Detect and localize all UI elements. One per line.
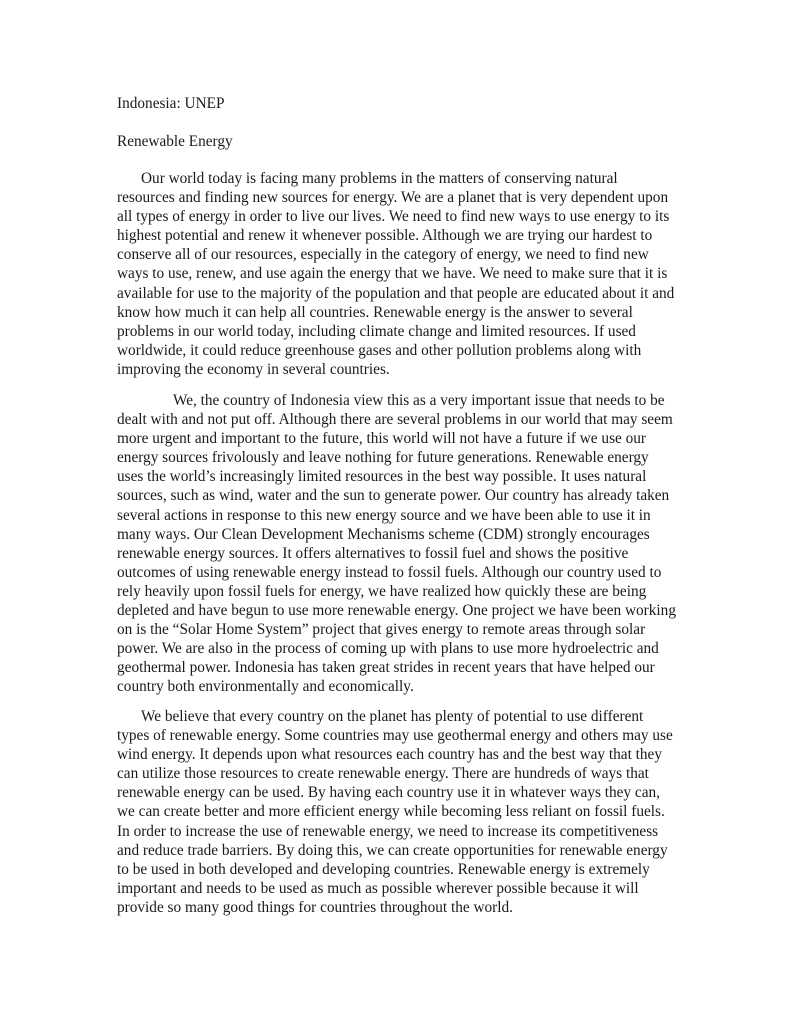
paragraph-3: We believe that every country on the planet has plenty of potential to use different types of renewable energy. Some countries may use geothermal energy and others may use wind energy. It depends upon what resources each country has and the best way that they can utilize those resources to create renewable energy. There are hundreds of ways that renewable energy can be used. By having each country use it in whatever ways they can, we can create better and more efficient energy while becoming less reliant on fossil fuels. In order to increase the use of renewable energy, we need to increase its competitiveness and reduce trade barriers. By doing this, we can create opportunities for renewable energy to be used in both developed and developing countries. Renewable energy is extremely important and needs to be used as much as possible wherever possible because it will provide so many good things for countries throughout the world. [117, 708, 673, 916]
paragraph-2: We, the country of Indonesia view this as a very important issue that needs to be dealt with and not put off. Although there are several problems in our world that may seem more urgent and important to the future, this world will not have a future if we use our energy sources frivolously and leave nothing for future generations. Renewable energy uses the world’s increasingly limited resources in the best way possible. It uses natural sources, such as wind, water and the sun to generate power. Our country has already taken several actions in response to this new energy source and we have been able to use it in many ways. Our Clean Development Mechanisms scheme (CDM) strongly encourages renewable energy sources. It offers alternatives to fossil fuel and shows the positive outcomes of using renewable energy instead to fossil fuels. Although our country used to rely heavily upon fossil fuels for energy, we have realized how quickly these are being depleted and have begun to use more renewable energy. One project we have been working on is the “Solar Home System” project that gives energy to remote areas through solar power. We are also in the process of coming up with plans to use more hydroelectric and geothermal power. Indonesia has taken great strides in recent years that have helped our country both environmentally and economically. [117, 392, 676, 696]
paragraph-1: Our world today is facing many problems in the matters of conserving natural resources and finding new sources for energy. We are a planet that is very dependent upon all types of energy in order to live our lives. We need to find new ways to use energy to its highest potential and renew it whenever possible. Although we are trying our hardest to conserve all of our resources, especially in the category of energy, we need to find new ways to use, renew, and use again the energy that we have. We need to make sure that it is available for use to the majority of the population and that people are educated about it and know how much it can help all countries. Renewable energy is the answer to several problems in our world today, including climate change and limited resources. If used worldwide, it could reduce greenhouse gases and other pollution problems along with improving the economy in several countries. [117, 170, 675, 378]
document-subtitle: Renewable Energy [117, 133, 233, 150]
document-header: Indonesia: UNEP [117, 95, 225, 112]
